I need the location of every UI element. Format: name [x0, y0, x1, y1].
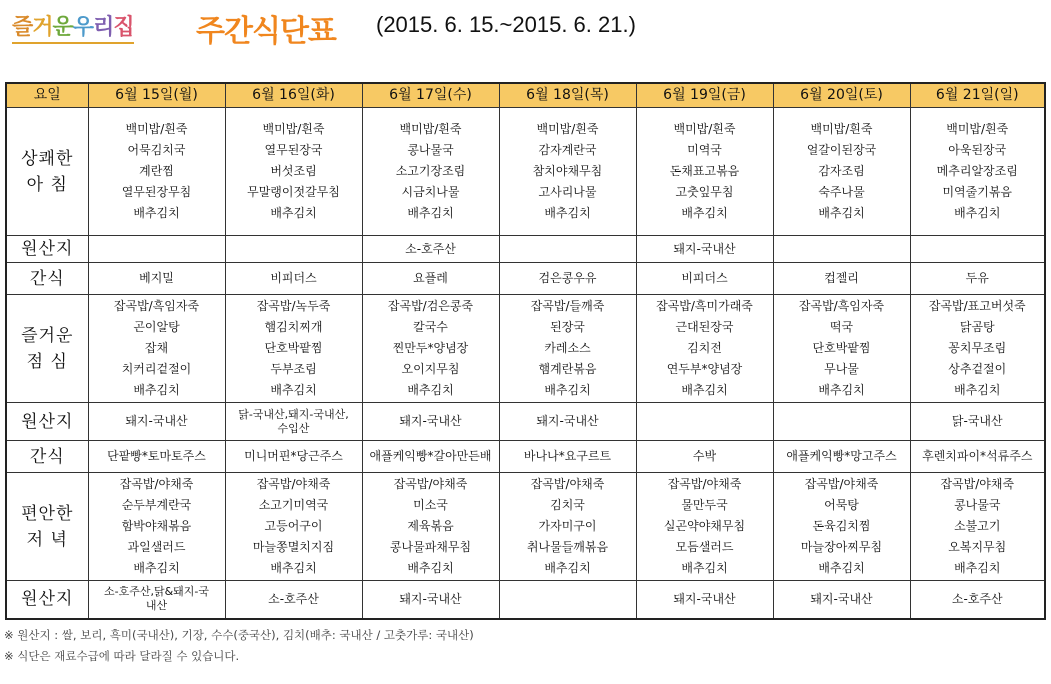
- menu-item: 떡국: [829, 320, 854, 334]
- menu-item: 내산: [145, 599, 168, 613]
- menu-item: 소-호주산: [268, 591, 319, 606]
- menu-item: 잡곡밥/야채죽: [256, 477, 331, 491]
- menu-cell: [362, 581, 499, 619]
- menu-item: 감자조림: [818, 164, 865, 178]
- weekly-menu-table: [5, 82, 1046, 620]
- menu-item: 배추김치: [270, 206, 317, 220]
- row-label-line: 편안한: [21, 503, 74, 524]
- menu-item: 바나나*요구르트: [523, 449, 612, 463]
- menu-item: 미소국: [413, 498, 448, 512]
- footnote-disclaimer: ※ 식단은 재료수급에 따라 달라질 수 있습니다.: [4, 649, 240, 663]
- menu-cell: [636, 263, 773, 295]
- row-label-line: 간식: [29, 446, 65, 467]
- menu-item: 배추김치: [407, 206, 454, 220]
- table-row: [6, 263, 1045, 295]
- row-label-line: 저 녁: [26, 529, 68, 550]
- menu-item: 닭곰탕: [959, 320, 995, 334]
- menu-item: 꽁치무조림: [948, 341, 1007, 355]
- menu-item: 애플케익빵*갈아만든배: [369, 449, 492, 463]
- day-header: 6월 15일(월): [88, 83, 225, 108]
- menu-item: 배추김치: [818, 206, 865, 220]
- menu-item: 제육볶음: [407, 519, 454, 533]
- menu-item: 계란찜: [139, 164, 174, 178]
- row-label-line: 간식: [29, 268, 65, 289]
- menu-cell: [636, 236, 773, 263]
- menu-item: 검은콩우유: [538, 271, 597, 285]
- date-range: (2015. 6. 15.~2015. 6. 21.): [376, 12, 636, 37]
- menu-item: 얼갈이된장국: [806, 143, 877, 157]
- row-label: [6, 441, 88, 473]
- menu-item: 배추김치: [270, 561, 317, 575]
- menu-item: 잡채: [144, 341, 169, 355]
- menu-item: 돈육김치찜: [812, 519, 871, 533]
- brand-char: 거: [32, 15, 53, 40]
- brand-char: 우: [72, 15, 94, 40]
- menu-item: 배추김치: [681, 206, 728, 220]
- menu-item: 백미밥/흰죽: [536, 122, 599, 136]
- row-label: [6, 473, 88, 581]
- menu-item: 돼지-국내산: [673, 241, 736, 256]
- menu-cell: [225, 473, 362, 581]
- menu-item: 배추김치: [544, 383, 591, 397]
- menu-cell: [910, 473, 1045, 581]
- row-label-line: 원산지: [21, 239, 74, 259]
- menu-item: 소-호주산: [951, 591, 1003, 606]
- menu-item: 요플레: [413, 271, 448, 285]
- footnotes: [4, 625, 474, 667]
- menu-cell: [499, 295, 636, 403]
- menu-item: 돼지-국내산: [125, 414, 188, 428]
- menu-item: 수입산: [277, 421, 310, 435]
- row-label: [6, 236, 88, 263]
- day-header: 6월 17일(수): [362, 83, 499, 108]
- menu-item: 배추김치: [818, 383, 865, 397]
- menu-cell: [499, 263, 636, 295]
- menu-item: 물만두국: [681, 498, 728, 512]
- menu-cell: [636, 473, 773, 581]
- menu-item: 소고기장조림: [395, 164, 466, 178]
- menu-item: 김치국: [550, 498, 585, 512]
- menu-cell: [499, 236, 636, 263]
- menu-item: 연두부*양념장: [666, 362, 743, 376]
- day-header: 6월 18일(목): [499, 83, 636, 108]
- menu-cell: [225, 108, 362, 236]
- menu-item: 미역줄기볶음: [942, 185, 1013, 199]
- menu-item: 잡곡밥/야채죽: [940, 477, 1015, 491]
- menu-item: 고사리나물: [538, 185, 597, 199]
- menu-item: 수박: [692, 449, 717, 463]
- menu-item: 곤이알탕: [133, 320, 180, 334]
- menu-item: 모듬샐러드: [675, 540, 734, 554]
- menu-cell: [910, 263, 1045, 295]
- menu-cell: [499, 403, 636, 441]
- menu-item: 소불고기: [954, 519, 1001, 533]
- menu-cell: [88, 581, 225, 619]
- menu-item: 애플케익빵*망고주스: [786, 449, 897, 463]
- menu-cell: [88, 441, 225, 473]
- menu-cell: [910, 581, 1045, 619]
- menu-item: 배추김치: [954, 561, 1001, 575]
- table-row: [6, 236, 1045, 263]
- menu-item: 배추김치: [133, 206, 180, 220]
- brand-char: 집: [113, 15, 134, 40]
- row-label-line: 원산지: [21, 589, 74, 610]
- menu-item: 잡곡밥/흑임자죽: [798, 299, 885, 313]
- menu-item: 열무된장국: [264, 143, 323, 157]
- row-label-line: 즐거운: [21, 325, 74, 346]
- menu-item: 돼지-국내산: [673, 591, 736, 606]
- brand-char: 즐: [12, 15, 33, 40]
- menu-item: 햄계란볶음: [538, 362, 597, 376]
- menu-item: 배추김치: [954, 383, 1001, 397]
- menu-item: 배추김치: [270, 383, 317, 397]
- footnote-origin: ※ 원산지 : 쌀, 보리, 흑미(국내산), 기장, 수수(중국산), 김치(배추: 국내산 / 고춧가루: 국내산): [4, 628, 474, 642]
- menu-item: 잡곡밥/흑미가래죽: [656, 299, 753, 313]
- menu-item: 마늘쫑멸치지짐: [252, 540, 335, 554]
- menu-item: 백미밥/흰죽: [673, 122, 736, 136]
- menu-item: 콩나물파채무침: [389, 540, 472, 554]
- menu-cell: [773, 108, 910, 236]
- menu-item: 두부조림: [270, 362, 317, 376]
- menu-item: 숙주나물: [818, 185, 865, 199]
- menu-cell: [499, 473, 636, 581]
- menu-item: 순두부계란국: [121, 498, 192, 512]
- menu-item: 시금치나물: [401, 185, 460, 199]
- menu-item: 오복지무침: [948, 540, 1007, 554]
- menu-item: 버섯조림: [270, 164, 317, 178]
- corner-cell: 요일: [6, 83, 88, 108]
- menu-item: 배추김치: [681, 383, 728, 397]
- menu-item: 열무된장무침: [121, 185, 192, 199]
- menu-item: 아욱된장국: [948, 143, 1007, 157]
- menu-item: 어묵김치국: [127, 143, 186, 157]
- menu-item: 배추김치: [544, 561, 591, 575]
- menu-item: 배추김치: [133, 561, 180, 575]
- menu-item: 무말랭이젓갈무침: [247, 185, 340, 199]
- row-label-line: 아 침: [26, 174, 68, 195]
- table-row: [6, 403, 1045, 441]
- menu-item: 배추김치: [954, 206, 1001, 220]
- menu-cell: [636, 108, 773, 236]
- row-label: [6, 403, 88, 441]
- menu-cell: [225, 581, 362, 619]
- menu-item: 돼지-국내산: [810, 591, 873, 606]
- menu-item: 된장국: [550, 320, 585, 334]
- menu-item: 잡곡밥/야채죽: [804, 477, 879, 491]
- menu-cell: [773, 263, 910, 295]
- row-label: [6, 581, 88, 619]
- menu-item: 고춧잎무침: [675, 185, 734, 199]
- menu-item: 잡곡밥/야채죽: [530, 477, 605, 491]
- day-header: 6월 20일(토): [773, 83, 910, 108]
- menu-item: 배추김치: [544, 206, 591, 220]
- row-label: [6, 295, 88, 403]
- menu-cell: [225, 295, 362, 403]
- menu-cell: [88, 236, 225, 263]
- menu-cell: [88, 108, 225, 236]
- menu-cell: [910, 403, 1045, 441]
- brand-logo: [12, 10, 134, 41]
- menu-cell: [362, 108, 499, 236]
- menu-cell: [499, 108, 636, 236]
- menu-item: 백미밥/흰죽: [946, 122, 1009, 136]
- menu-item: 배추김치: [818, 561, 865, 575]
- menu-item: 잡곡밥/흑임자죽: [113, 299, 200, 313]
- brand-char: 리: [93, 15, 114, 40]
- menu-cell: [910, 108, 1045, 236]
- menu-item: 콩나물국: [954, 498, 1001, 512]
- menu-cell: [773, 581, 910, 619]
- menu-cell: [225, 403, 362, 441]
- menu-cell: [636, 295, 773, 403]
- menu-item: 감자계란국: [538, 143, 597, 157]
- menu-item: 돼지-국내산: [536, 414, 599, 428]
- menu-item: 치커리겉절이: [121, 362, 192, 376]
- menu-item: 비피더스: [681, 271, 728, 285]
- menu-item: 어묵탕: [824, 498, 859, 512]
- day-header: 6월 21일(일): [910, 83, 1045, 108]
- menu-item: 잡곡밥/녹두죽: [256, 299, 331, 313]
- menu-item: 찐만두*양념장: [392, 341, 469, 355]
- row-label-line: 원산지: [21, 411, 74, 432]
- menu-item: 컵젤리: [824, 271, 859, 285]
- menu-cell: [773, 441, 910, 473]
- menu-cell: [773, 403, 910, 441]
- menu-cell: [499, 441, 636, 473]
- menu-item: 배추김치: [407, 561, 454, 575]
- menu-item: 실곤약야채무침: [663, 519, 746, 533]
- menu-item: 잡곡밥/야채죽: [393, 477, 468, 491]
- menu-item: 베지밀: [139, 271, 174, 285]
- row-label: [6, 108, 88, 236]
- menu-item: 단호박팥찜: [264, 341, 323, 355]
- menu-item: 과일샐러드: [127, 540, 186, 554]
- menu-item: 비피더스: [270, 271, 317, 285]
- menu-cell: [362, 236, 499, 263]
- menu-item: 카레소스: [544, 341, 591, 355]
- menu-cell: [910, 236, 1045, 263]
- menu-cell: [225, 236, 362, 263]
- brand-char: 운: [52, 15, 73, 40]
- menu-cell: [636, 441, 773, 473]
- menu-cell: [910, 295, 1045, 403]
- menu-item: 두유: [965, 271, 989, 285]
- table-body: [6, 108, 1045, 619]
- menu-item: 잡곡밥/야채죽: [119, 477, 194, 491]
- menu-cell: [773, 295, 910, 403]
- menu-cell: [910, 441, 1045, 473]
- menu-item: 잡곡밥/검은콩죽: [387, 299, 474, 313]
- day-header: 6월 19일(금): [636, 83, 773, 108]
- menu-item: 가자미구이: [538, 519, 597, 533]
- row-label-line: 상쾌한: [21, 148, 74, 169]
- brand-underline: [12, 42, 134, 44]
- menu-item: 배추김치: [133, 383, 180, 397]
- page-header: [10, 4, 1040, 49]
- menu-item: 백미밥/흰죽: [262, 122, 325, 136]
- menu-cell: [362, 263, 499, 295]
- menu-item: 잡곡밥/표고버섯죽: [928, 299, 1026, 313]
- menu-cell: [88, 473, 225, 581]
- menu-item: 오이지무침: [401, 362, 460, 376]
- menu-item: 단호박팥찜: [812, 341, 871, 355]
- menu-item: 햄김치찌개: [264, 320, 323, 334]
- menu-cell: [88, 403, 225, 441]
- menu-item: 닭-국내산: [951, 414, 1003, 428]
- row-label: [6, 263, 88, 295]
- menu-item: 소고기미역국: [258, 498, 329, 512]
- table-row: [6, 473, 1045, 581]
- menu-cell: [362, 403, 499, 441]
- menu-cell: [773, 236, 910, 263]
- menu-item: 돼지-국내산: [399, 414, 462, 428]
- menu-item: 고등어구이: [264, 519, 323, 533]
- menu-cell: [225, 441, 362, 473]
- menu-item: 마늘장아찌무침: [800, 540, 883, 554]
- menu-cell: [362, 295, 499, 403]
- menu-cell: [225, 263, 362, 295]
- menu-cell: [362, 473, 499, 581]
- menu-item: 후렌치파이*석류주스: [922, 449, 1033, 463]
- menu-item: 돈채표고볶음: [669, 164, 740, 178]
- day-header: 6월 16일(화): [225, 83, 362, 108]
- table-row: [6, 108, 1045, 236]
- menu-item: 백미밥/흰죽: [399, 122, 462, 136]
- menu-item: 잡곡밥/야채죽: [667, 477, 742, 491]
- menu-cell: [499, 581, 636, 619]
- menu-item: 함박야채볶음: [121, 519, 192, 533]
- menu-item: 배추김치: [407, 383, 454, 397]
- menu-item: 단팥빵*토마토주스: [107, 449, 206, 463]
- menu-cell: [362, 441, 499, 473]
- menu-item: 미역국: [687, 143, 722, 157]
- menu-item: 참치야채무침: [532, 164, 603, 178]
- menu-item: 칼국수: [413, 320, 448, 334]
- menu-item: 근대된장국: [675, 320, 734, 334]
- menu-item: 김치전: [687, 341, 722, 355]
- menu-item: 무나물: [824, 362, 859, 376]
- menu-item: 돼지-국내산: [399, 591, 462, 606]
- menu-cell: [88, 263, 225, 295]
- menu-item: 닭-국내산,돼지-국내산,: [238, 407, 349, 421]
- menu-item: 소-호주산,닭&돼지-국: [103, 585, 210, 599]
- menu-item: 배추김치: [681, 561, 728, 575]
- table-row: [6, 441, 1045, 473]
- menu-item: 미니머핀*당근주스: [244, 449, 343, 463]
- menu-item: 백미밥/흰죽: [125, 122, 188, 136]
- menu-cell: [636, 403, 773, 441]
- menu-cell: [88, 295, 225, 403]
- table-row: [6, 295, 1045, 403]
- menu-item: 백미밥/흰죽: [810, 122, 873, 136]
- menu-item: 취나물들깨볶음: [526, 540, 609, 554]
- row-label-line: 점 심: [26, 351, 68, 372]
- menu-item: 잡곡밥/들깨죽: [530, 299, 605, 313]
- menu-cell: [636, 581, 773, 619]
- table-row: [6, 581, 1045, 619]
- table-header: [6, 83, 1045, 108]
- menu-item: 상추겉절이: [948, 362, 1007, 376]
- menu-item: 콩나물국: [407, 143, 454, 157]
- menu-item: 메추리알장조림: [936, 164, 1018, 178]
- page-title: 주간식단표: [196, 14, 336, 49]
- menu-item: 소-호주산: [405, 241, 456, 256]
- menu-cell: [773, 473, 910, 581]
